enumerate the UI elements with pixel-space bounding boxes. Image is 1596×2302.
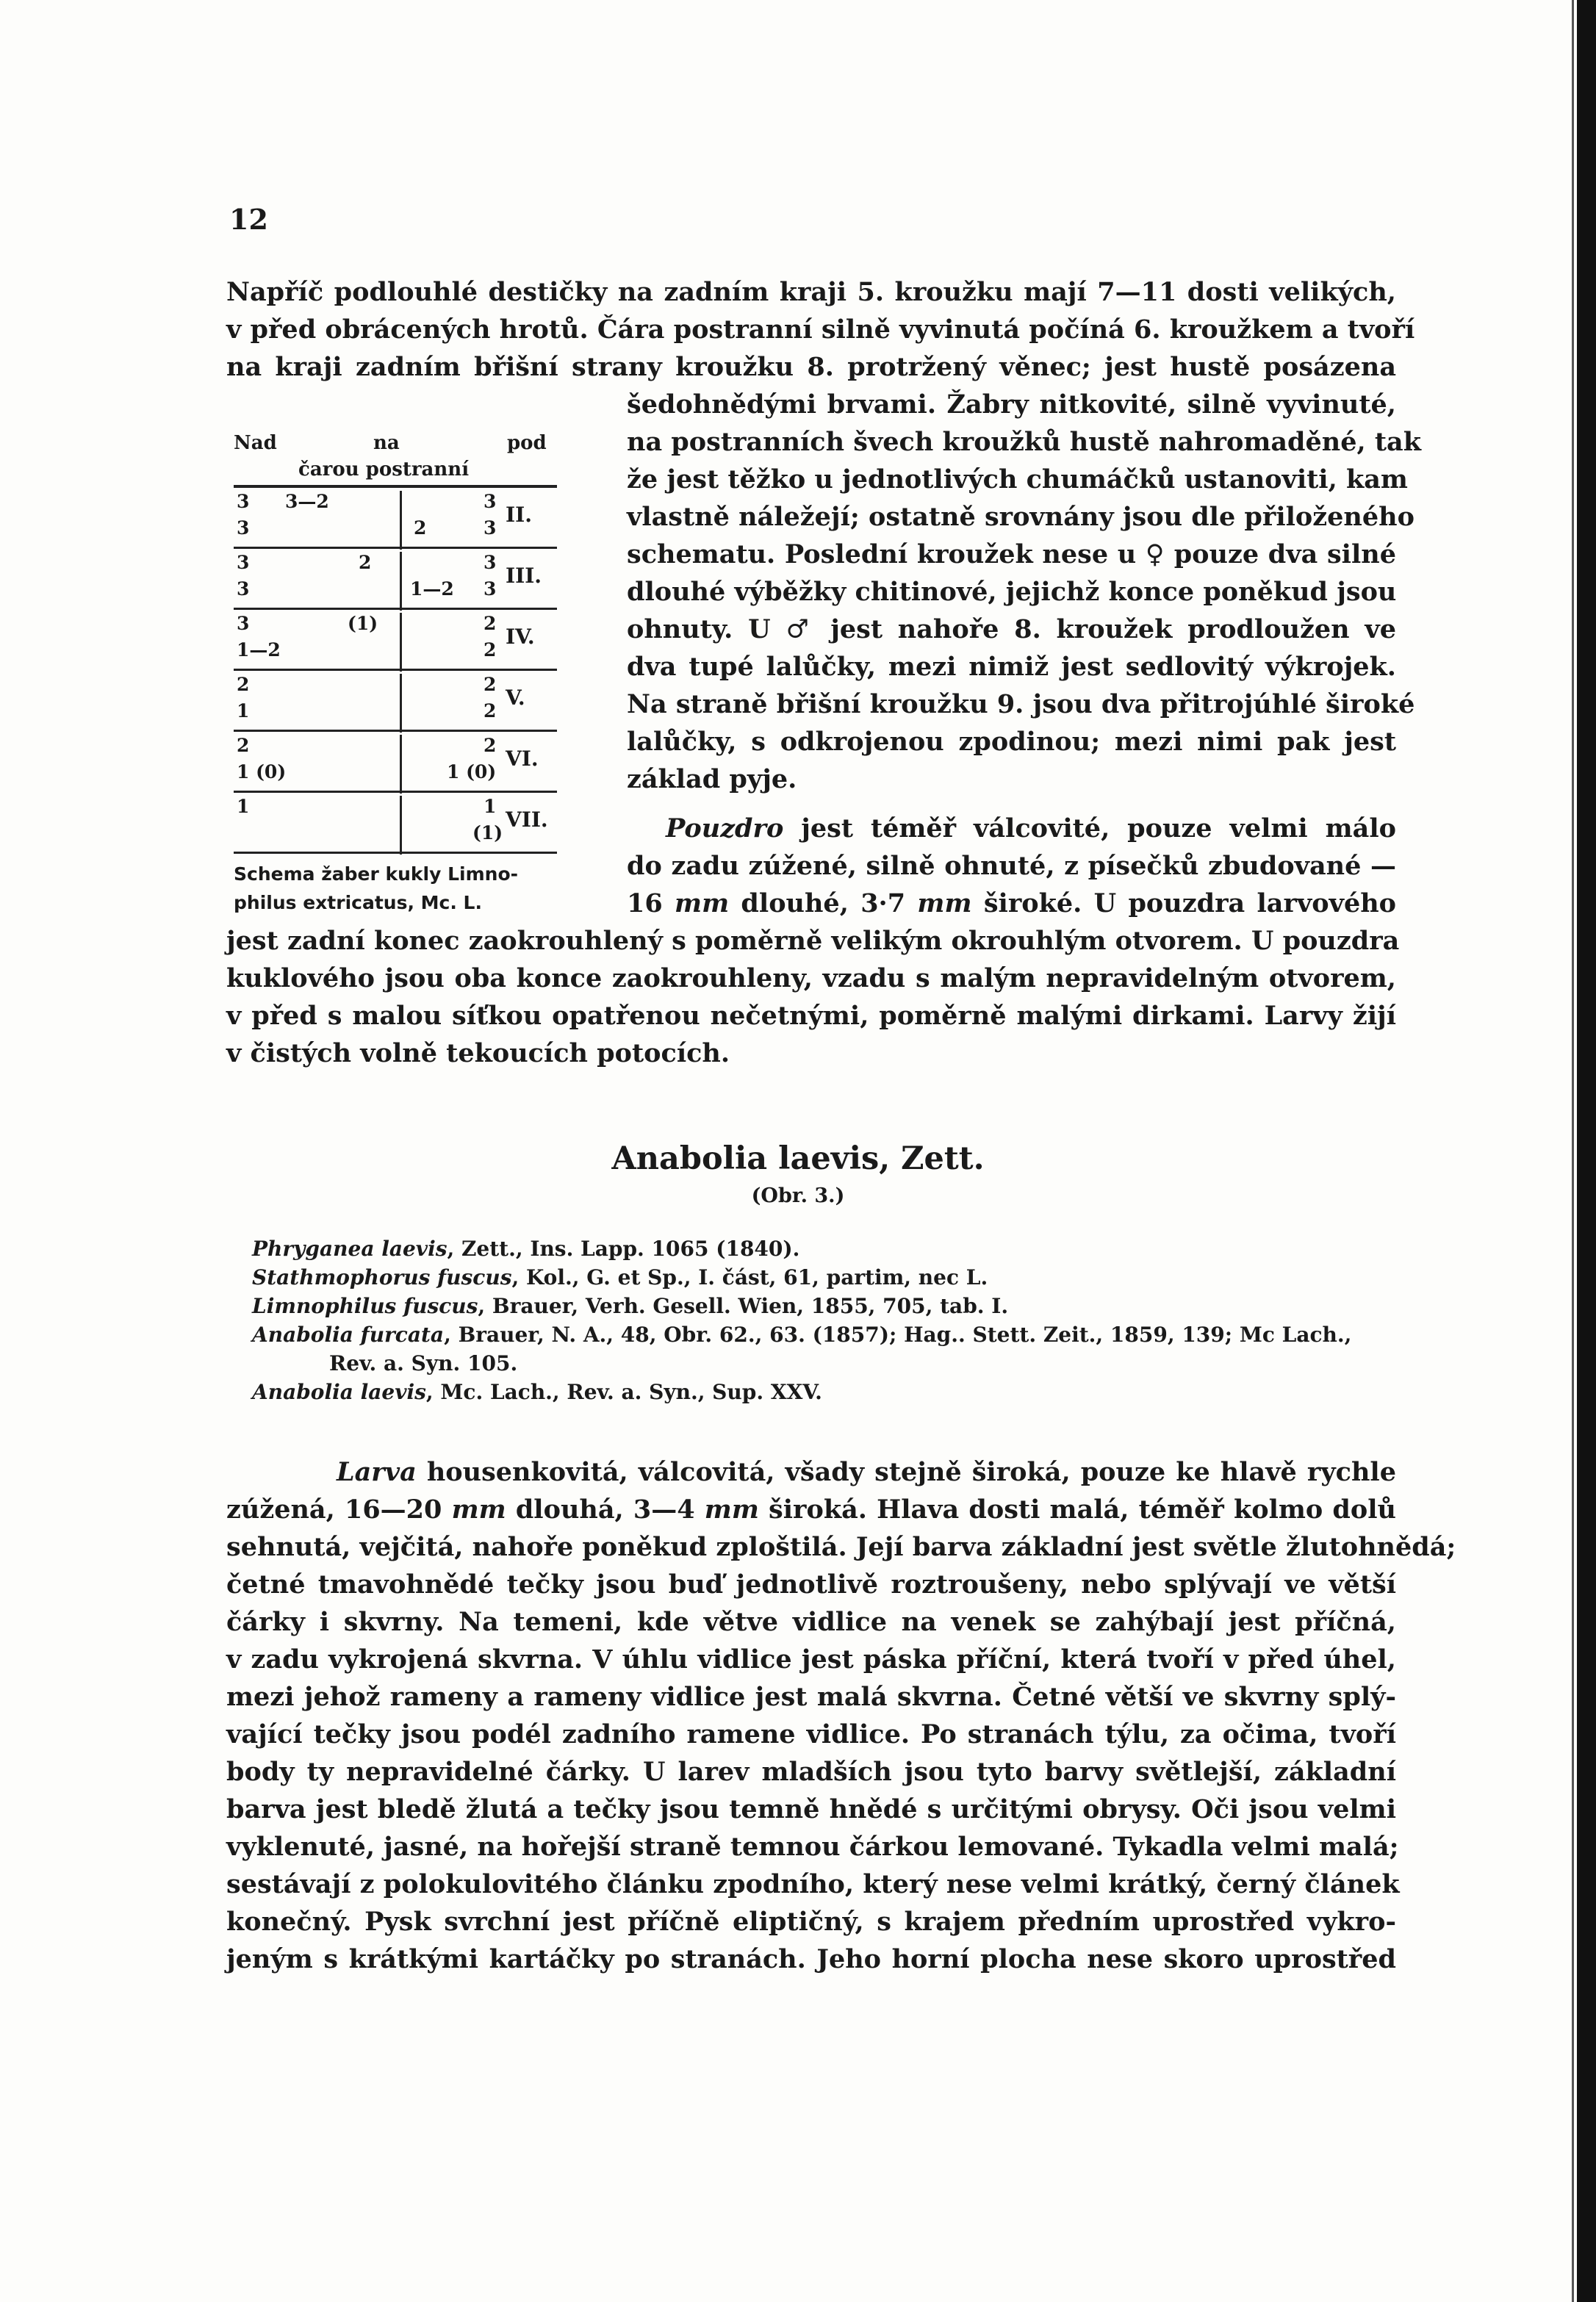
schema-divider [400,796,402,855]
text-line: konečný. Pysk svrchní jest příčně eliptičný, s krajem předním uprostřed vykro- [226,1907,1396,1937]
text-line [627,885,1396,922]
cell: 3 [484,552,497,573]
schema-caption [234,860,557,917]
text-fragment: 16 [627,888,675,918]
text-fragment: zúžená, 16—20 [226,1494,452,1525]
paragraph-2-bottom [226,922,1400,1072]
text-line: jeným s krátkými kartáčky po stranách. Jeho horní plocha nese skoro uprostřed [226,1944,1396,1974]
caption-line: philus extricatus, Mc. L. [234,892,482,913]
cell: 1—2 [237,639,281,661]
text-line: četné tmavohnědé tečky jsou buď jednotlivě roztroušeny, nebo splývají ve větší [226,1569,1396,1600]
segment-numeral: III. [506,564,542,588]
schema-divider [400,735,402,794]
text-line: jest zadní konec zaokrouhlený s poměrně velikým okrouhlým otvorem. U pouzdra [226,926,1400,956]
citation: , Brauer, N. A., 48, Obr. 62., 63. (1857); Hag.. Stett. Zeit., 1859, 139; Mc Lach., [444,1323,1352,1347]
cell: 3—2 [285,491,329,512]
text-line: na kraji zadním břišní strany kroužku 8. protržený věnec; jest hustě posázena [226,352,1396,382]
header-carou: čarou postranní [298,458,470,481]
header-nad: Nad [234,432,277,454]
reference-line [252,1320,1398,1349]
cell: (1) [348,613,378,634]
italic-word: Pouzdro [666,813,784,844]
text-line: základ pyje. [627,764,797,794]
cell: 2 [484,639,497,661]
text-line: v před obrácených hrotů. Čára postranní silně vyvinutá počíná 6. kroužkem a tvoří [226,314,1415,345]
paragraph-1-right-column [627,386,1421,798]
cell: 2 [359,552,372,573]
cell: 1 (0) [237,761,287,783]
text-line: do zadu zúžené, silně ohnuté, z písečků zbudované — [627,851,1396,881]
cell: 1 (0) [447,761,497,783]
paragraph-3-larva [226,1453,1456,1978]
cell: 3 [237,552,250,573]
header-na: na [373,432,400,454]
text-line: v zadu vykrojená skvrna. V úhlu vidlice jest páska příční, která tvoří v před úhel, [226,1644,1396,1675]
text-fragment: dlouhá, 3—4 [506,1494,705,1525]
caption-line: Schema žaber kukly Limno- [234,863,519,885]
citation: , Mc. Lach., Rev. a. Syn., Sup. XXV. [425,1380,822,1404]
cell: 2 [484,613,497,634]
text-fragment: jest téměř válcovité, pouze velmi málo [783,813,1396,844]
text-fragment: široké. U pouzdra larvového [971,888,1396,918]
text-line: Na straně břišní kroužku 9. jsou dva přitrojúhlé široké [627,689,1415,719]
segment-numeral: V. [506,686,525,710]
cell: (1) [472,822,503,844]
text-line: vající tečky jsou podél zadního ramene vidlice. Po stranách týlu, za očima, tvoří [226,1719,1396,1749]
text-line: Napříč podlouhlé destičky na zadním kraji 5. kroužku mají 7—11 dosti velikých, [226,277,1396,307]
text-line: na postranních švech kroužků hustě nahromaděné, tak [627,427,1421,457]
segment-numeral: IV. [506,625,535,649]
reference-line [252,1292,1398,1320]
reference-line [252,1234,1398,1263]
text-fragment: široká. Hlava dosti malá, téměř kolmo dolů [758,1494,1396,1525]
italic-unit: mm [704,1494,759,1525]
citation: , Zett., Ins. Lapp. 1065 (1840). [447,1237,800,1261]
species-title: Anabolia laevis, Zett. [611,1140,985,1177]
taxon-name: Anabolia laevis [252,1380,426,1404]
reference-line: Rev. a. Syn. 105. [329,1351,518,1375]
schema-row [234,669,557,730]
text-line: schematu. Poslední kroužek nese u ♀ pouze dva silné [627,539,1396,569]
taxon-name: Limnophilus fuscus [252,1294,478,1318]
text-line: dlouhé výběžky chitinové, jejichž konce poněkud jsou [627,577,1397,607]
reference-line [252,1263,1398,1292]
header-pod: pod [507,432,547,454]
text-line: vlastně náležejí; ostatně srovnány jsou dle přiloženého [627,502,1415,532]
gill-schema-table [234,432,557,917]
schema-row [234,730,557,791]
schema-divider [400,491,402,550]
text-line: v před s malou síťkou opatřenou nečetnými, poměrně malými dirkami. Larvy žijí [226,1001,1396,1031]
cell: 3 [484,578,497,600]
text-line: mezi jehož rameny a rameny vidlice jest malá skvrna. Četné větší ve skvrny splý- [226,1682,1396,1712]
text-line [627,810,1396,847]
synonymy-references [252,1234,1398,1406]
cell: 1—2 [410,578,454,600]
text-line: vyklenuté, jasné, na hořejší straně temnou čárkou lemované. Tykadla velmi malá; [226,1832,1399,1862]
paragraph-2-right-column [627,810,1396,922]
schema-row [234,547,557,608]
italic-unit: mm [675,888,730,918]
text-line: kuklového jsou oba konce zaokrouhleny, vzadu s malým nepravidelným otvorem, [226,963,1396,993]
italic-word: Larva [337,1457,417,1487]
citation: , Brauer, Verh. Gesell. Wien, 1855, 705, tab. I. [478,1294,1009,1318]
segment-numeral: II. [506,503,532,527]
text-line [226,1453,1396,1491]
text-line: lalůčky, s odkrojenou zpodinou; mezi nimi pak jest [627,727,1396,757]
taxon-name: Phryganea laevis [252,1237,447,1261]
paragraph-1-top [226,273,1415,386]
schema-row [234,791,557,854]
citation: , Kol., G. et Sp., I. část, 61, partim, nec L. [511,1265,988,1290]
text-line: že jest těžko u jednotlivých chumáčků ustanoviti, kam [627,464,1408,494]
cell: 3 [237,578,250,600]
cell: 2 [484,735,497,756]
italic-unit: mm [917,888,972,918]
text-line: body ty nepravidelné čárky. U larev mladších jsou tyto barvy světlejší, základní [226,1757,1396,1787]
cell: 1 [484,796,497,817]
text-line: dva tupé lalůčky, mezi nimiž jest sedlovitý výkrojek. [627,652,1396,682]
text-fragment: housenkovitá, válcovitá, všady stejně široká, pouze ke hlavě rychle [416,1457,1396,1487]
schema-divider [400,552,402,611]
cell: 2 [484,674,497,695]
italic-unit: mm [451,1494,506,1525]
cell: 2 [484,700,497,722]
text-line: šedohnědými brvami. Žabry nitkovité, silně vyvinuté, [627,389,1396,420]
schema-divider [400,674,402,733]
page-number: 12 [229,203,268,236]
taxon-name: Stathmophorus fuscus [252,1265,512,1290]
text-line: v čistých volně tekoucích potocích. [226,1038,730,1068]
cell: 3 [237,517,250,539]
text-line: sestávají z polokulovitého článku zpodního, který nese velmi krátký, černý článek [226,1869,1400,1899]
segment-numeral: VI. [506,747,539,771]
text-line: sehnutá, vejčitá, nahoře poněkud zploštilá. Její barva základní jest světle žlutohnědá; [226,1532,1456,1562]
text-line [226,1491,1396,1528]
text-line: barva jest bledě žlutá a tečky jsou temně hnědé s určitými obrysy. Oči jsou velmi [226,1794,1396,1824]
schema-row [234,608,557,669]
cell: 3 [484,517,497,539]
figure-reference: (Obr. 3.) [751,1184,845,1207]
schema-header [234,432,557,485]
cell: 2 [414,517,427,539]
cell: 1 [237,796,250,817]
text-line: čárky i skvrny. Na temeni, kde větve vidlice na venek se zahýbají jest příčná, [226,1607,1396,1637]
schema-row [234,485,557,547]
cell: 3 [237,491,250,512]
cell: 3 [484,491,497,512]
taxon-name: Anabolia furcata [252,1323,445,1347]
schema-divider [400,613,402,672]
cell: 1 [237,700,250,722]
reference-line [252,1378,1398,1406]
text-fragment: dlouhé, 3·7 [729,888,918,918]
segment-numeral: VII. [506,808,548,832]
text-line: ohnuty. U ♂ jest nahoře 8. kroužek prodloužen ve [627,614,1396,644]
cell: 2 [237,735,250,756]
cell: 3 [237,613,250,634]
cell: 2 [237,674,250,695]
